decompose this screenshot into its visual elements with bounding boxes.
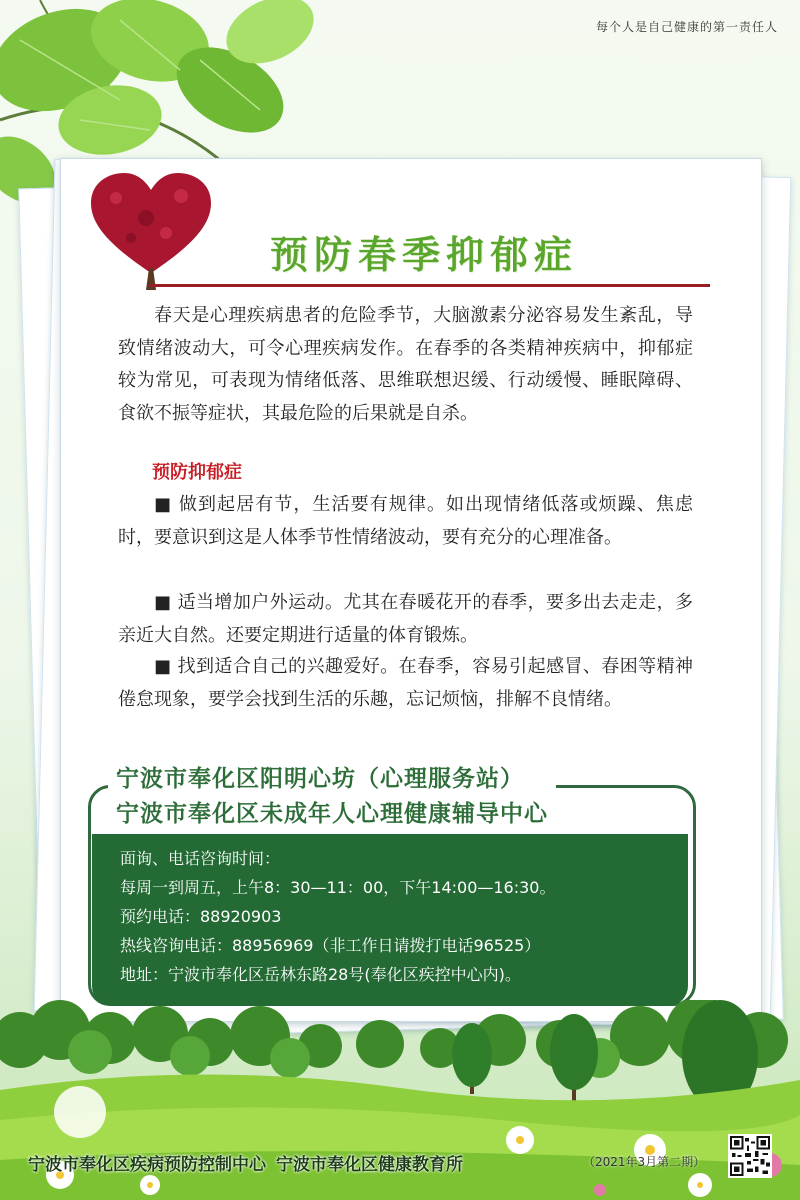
organization-name: 宁波市奉化区阳明心坊（心理服务站） xyxy=(116,766,524,792)
issue-date: （2021年3月第二期） xyxy=(583,1155,706,1169)
contact-line: 热线咨询电话：88956969（非工作日请拨打电话96525） xyxy=(120,936,541,955)
contact-line: 地址：宁波市奉化区岳林东路28号(奉化区疾控中心内)。 xyxy=(120,965,521,984)
footer-org: 宁波市奉化区健康教育所 xyxy=(276,1155,463,1175)
qr-code-icon xyxy=(728,1134,772,1178)
title-underline xyxy=(150,284,710,287)
prevention-tip: ■ 适当增加户外运动。尤其在春暖花开的春季，要多出去走走，多亲近大自然。还要定期进行适量的体育锻炼。 xyxy=(118,592,693,646)
contact-line: 面询、电话咨询时间： xyxy=(120,849,281,868)
intro-paragraph: 春天是心理疾病患者的危险季节，大脑激素分泌容易发生紊乱，导致情绪波动大，可令心理疾病发作。在春季的各类精神疾病中，抑郁症较为常见，可表现为情绪低落、思维联想迟缓、行动缓慢、睡眠障碍、食欲不振等症状，其最危险的后果就是自杀。 xyxy=(118,305,693,424)
contact-line: 每周一到周五，上午8：30—11：00，下午14:00—16:30。 xyxy=(120,878,556,897)
footer-org: 宁波市奉化区疾病预防控制中心 xyxy=(28,1155,266,1175)
prevention-heading: 预防抑郁症 xyxy=(152,462,242,483)
organization-name: 宁波市奉化区未成年人心理健康辅导中心 xyxy=(116,801,548,827)
organization-names xyxy=(108,762,556,832)
prevention-tip: ■ 做到起居有节，生活要有规律。如出现情绪低落或烦躁、焦虑时，要意识到这是人体季节性情绪波动，要有充分的心理准备。 xyxy=(118,494,693,548)
slogan: 每个人是自己健康的第一责任人 xyxy=(595,20,778,34)
footer-organizations xyxy=(28,1150,463,1175)
contact-info-box xyxy=(92,834,688,1006)
page-title: 预防春季抑郁症 xyxy=(270,233,579,277)
heart-tree-icon xyxy=(86,168,216,293)
prevention-tip: ■ 找到适合自己的兴趣爱好。在春季，容易引起感冒、春困等精神倦怠现象，要学会找到生活的乐趣，忘记烦恼，排解不良情绪。 xyxy=(118,656,693,710)
contact-line: 预约电话：88920903 xyxy=(120,907,282,926)
